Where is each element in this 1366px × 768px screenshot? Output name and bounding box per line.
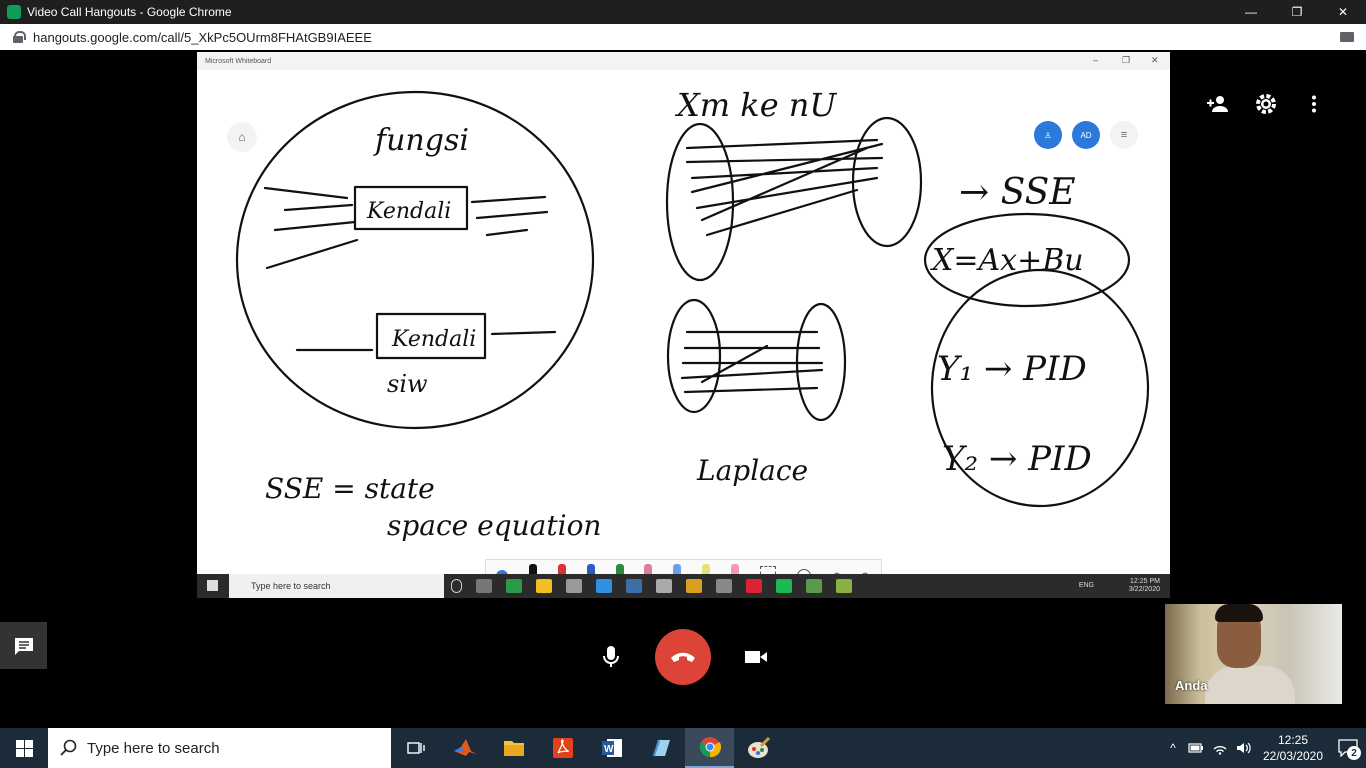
inner-app-icon xyxy=(506,579,522,593)
taskbar-search-placeholder: Type here to search xyxy=(87,739,220,757)
task-view-button[interactable] xyxy=(391,728,440,768)
ink-oval-3 xyxy=(668,300,720,412)
inner-app2-icon xyxy=(566,579,582,593)
word-app-button[interactable] xyxy=(587,728,636,768)
window-title: Video Call Hangouts - Google Chrome xyxy=(27,5,232,19)
shared-screen xyxy=(197,52,1170,598)
lock-icon[interactable] xyxy=(13,31,23,43)
inner-chrome-icon xyxy=(686,579,702,593)
taskbar-search-box[interactable] xyxy=(48,728,391,768)
folder-icon xyxy=(503,739,525,757)
ink-input-arrows xyxy=(265,188,357,268)
camera-button[interactable] xyxy=(744,648,768,666)
ink-kendali-1: Kendali xyxy=(367,199,452,224)
volume-icon[interactable] xyxy=(1232,741,1256,755)
inner-help-icon xyxy=(596,579,612,593)
maximize-button[interactable]: ❐ xyxy=(1291,5,1303,19)
matlab-icon xyxy=(453,738,477,758)
wb-minimize-icon: – xyxy=(1093,55,1099,65)
show-hidden-icons-icon[interactable]: ^ xyxy=(1170,741,1176,755)
generic-app-icon xyxy=(650,738,672,758)
whiteboard-canvas xyxy=(197,70,1170,598)
pdf-icon xyxy=(552,737,574,759)
matlab-app-button[interactable] xyxy=(440,728,489,768)
whiteboard-home-icon[interactable]: ⌂ xyxy=(227,122,257,152)
ink-output-arrows xyxy=(472,197,547,235)
svg-text:W: W xyxy=(603,744,613,755)
ink-pid-1: Y₁ → PID xyxy=(937,349,1087,389)
address-bar[interactable] xyxy=(0,24,1366,50)
inner-lang: ENG xyxy=(1078,582,1094,589)
battery-icon[interactable] xyxy=(1184,743,1208,753)
inner-app6-icon xyxy=(836,579,852,593)
acrobat-app-button[interactable] xyxy=(538,728,587,768)
taskbar-time: 12:25 xyxy=(1277,733,1309,747)
notification-count-badge: 2 xyxy=(1347,746,1361,760)
whiteboard-titlebar xyxy=(197,52,1170,70)
close-button[interactable]: ✕ xyxy=(1337,5,1349,19)
inner-tray xyxy=(1078,578,1160,594)
chat-icon xyxy=(13,636,35,656)
ink-kendali-2: Kendali xyxy=(392,327,477,352)
inner-time: 12:25 PM xyxy=(1130,578,1160,585)
inner-whiteboard-icon xyxy=(626,579,642,593)
file-explorer-button[interactable] xyxy=(489,728,538,768)
minimize-button[interactable]: — xyxy=(1245,5,1257,19)
wifi-icon[interactable] xyxy=(1208,741,1232,755)
camera-indicator-icon[interactable] xyxy=(1340,32,1354,42)
taskbar-date: 22/03/2020 xyxy=(1262,749,1324,763)
ink-laplace: Laplace xyxy=(697,454,809,487)
whiteboard-user-avatar[interactable]: AD xyxy=(1072,121,1100,149)
inner-app3-icon xyxy=(716,579,732,593)
ink-oval-2 xyxy=(853,118,921,246)
ink-sse-def-2: space equation xyxy=(387,509,602,542)
windows-taskbar xyxy=(0,728,1366,768)
inner-sticky-icon xyxy=(536,579,552,593)
self-name-label: Anda xyxy=(1175,678,1208,693)
ink-sse: → SSE xyxy=(959,172,1076,213)
wb-restore-icon: ❐ xyxy=(1122,55,1131,65)
add-person-icon[interactable] xyxy=(1205,92,1231,116)
wb-close-icon: ✕ xyxy=(1151,55,1159,65)
inner-settings-icon xyxy=(656,579,672,593)
browser-titlebar xyxy=(0,0,1366,24)
end-call-button[interactable] xyxy=(655,629,711,685)
inner-app4-icon xyxy=(746,579,762,593)
microphone-button[interactable] xyxy=(601,645,621,669)
url-text[interactable]: hangouts.google.com/call/5_XkPc5OUrm8FHAtGB9IAEEE xyxy=(33,29,372,45)
inner-taskview-icon xyxy=(476,579,492,593)
action-center-button[interactable] xyxy=(1330,728,1366,768)
whiteboard-menu-icon[interactable]: ≡ xyxy=(1110,121,1138,149)
ink-siw: siw xyxy=(387,370,428,398)
inner-cortana-icon xyxy=(451,579,462,593)
inner-spotify-icon xyxy=(776,579,792,593)
self-video-tile[interactable] xyxy=(1165,604,1342,704)
self-shirt xyxy=(1205,666,1295,704)
inner-search-box: Type here to search xyxy=(229,574,444,598)
search-icon xyxy=(60,739,78,757)
chat-button[interactable] xyxy=(0,622,47,669)
paint-app-button[interactable] xyxy=(734,728,783,768)
microphone-icon xyxy=(601,645,621,669)
settings-gear-icon[interactable] xyxy=(1253,92,1279,116)
hangup-phone-icon xyxy=(670,651,696,663)
ink-lower-lines xyxy=(682,332,822,392)
chrome-app-button[interactable] xyxy=(685,728,734,768)
inner-app5-icon xyxy=(806,579,822,593)
inner-start-icon xyxy=(207,580,218,591)
paint-icon xyxy=(747,737,771,759)
ink-xm: Xm ke nU xyxy=(677,86,837,124)
ink-fungsi: fungsi xyxy=(375,123,469,158)
video-camera-icon xyxy=(744,648,768,666)
task-view-icon xyxy=(407,740,425,756)
hangouts-favicon-icon xyxy=(7,5,21,19)
more-options-icon[interactable] xyxy=(1301,92,1327,116)
start-button[interactable] xyxy=(0,728,48,768)
app-blue-button[interactable] xyxy=(636,728,685,768)
whiteboard-user-icon[interactable]: ♙ xyxy=(1034,121,1062,149)
inner-taskbar xyxy=(197,574,1170,598)
system-tray xyxy=(1162,728,1366,768)
word-icon xyxy=(601,737,623,759)
whiteboard-ink xyxy=(197,70,1170,574)
inner-date: 3/22/2020 xyxy=(1128,586,1160,593)
ink-equation: X=Ax+Bu xyxy=(932,243,1084,278)
ink-sse-def-1: SSE = state xyxy=(265,472,435,505)
taskbar-clock[interactable] xyxy=(1256,732,1330,764)
self-hair xyxy=(1215,604,1263,622)
whiteboard-app-title: Microsoft Whiteboard xyxy=(205,57,272,65)
windows-logo-icon xyxy=(16,740,33,757)
ink-pid-2: Y₂ → PID xyxy=(942,439,1092,479)
chrome-icon xyxy=(699,736,721,758)
